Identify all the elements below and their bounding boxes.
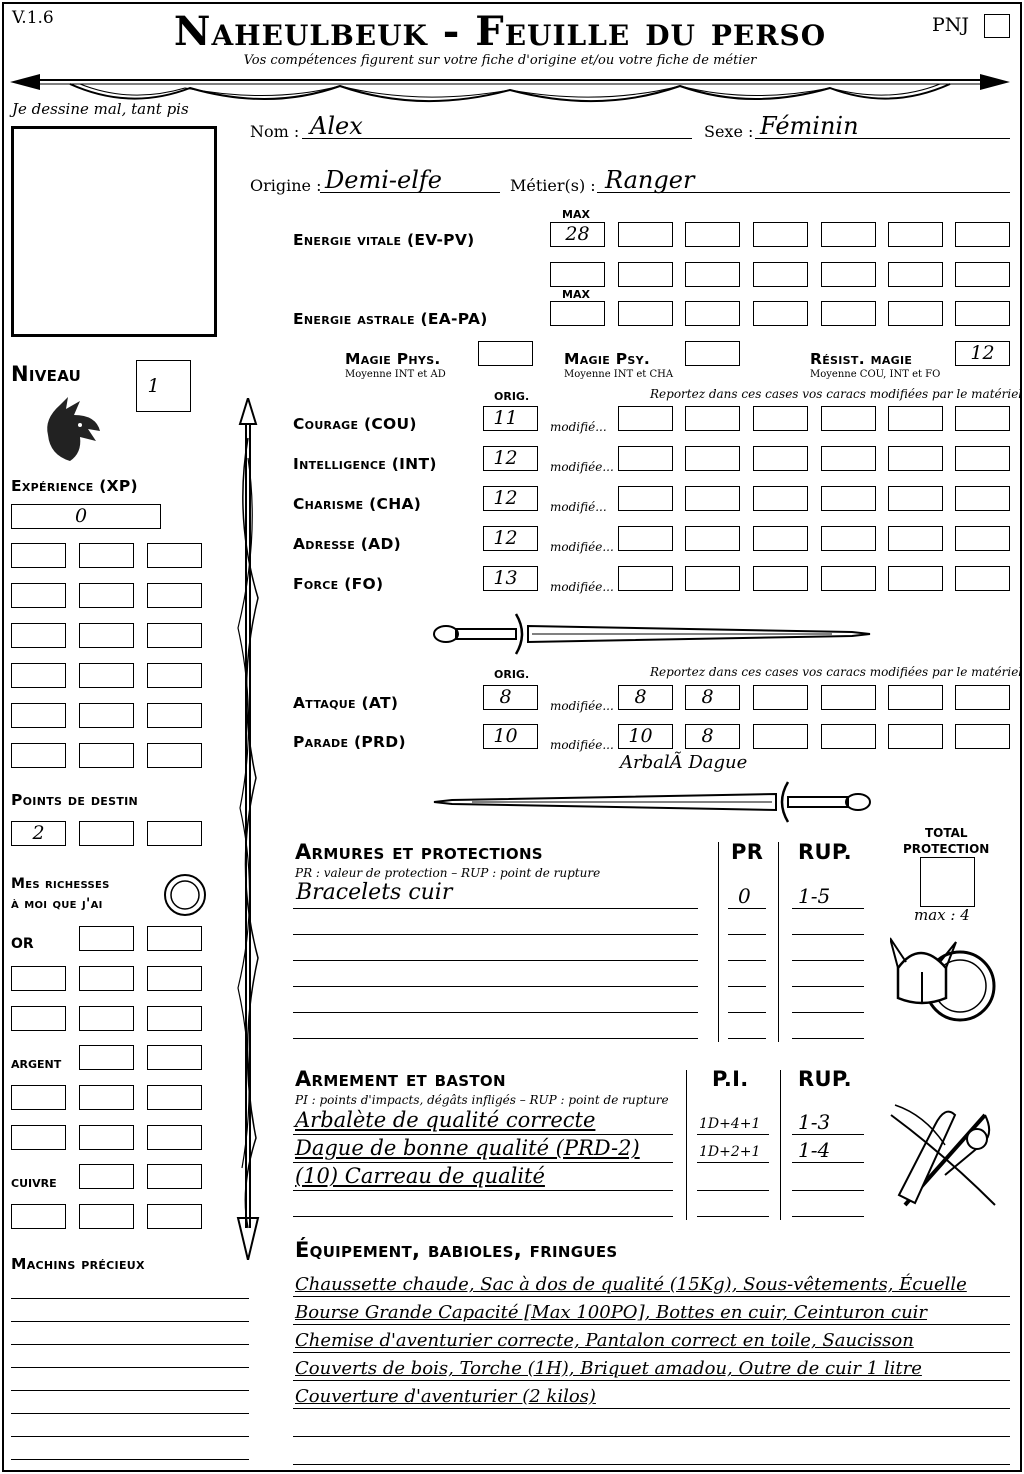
attaque-modif-box[interactable]: [955, 685, 1010, 710]
weapons-icon: [885, 1095, 1009, 1215]
armement-line: [293, 1134, 673, 1135]
equipement-line: Chemise d'aventurier correcte, Pantalon correct en toile, Saucisson: [295, 1330, 914, 1351]
armures-title: Armures et protections: [295, 840, 543, 864]
richesses-label-2: à moi que j'ai: [11, 896, 103, 912]
sword-decoration-top: [432, 612, 872, 656]
combat-orig-label: ORIG.: [494, 668, 530, 681]
equipement-rule: [293, 1296, 1010, 1297]
machins-line: [11, 1390, 249, 1391]
attaque-modif-value-2: 8: [701, 686, 714, 708]
stat-label: Courage (COU): [293, 415, 417, 433]
armure-pr-line: [728, 1038, 766, 1039]
machins-line: [11, 1459, 249, 1460]
magie-phys-label: Magie Phys.: [345, 350, 441, 368]
armement-name: Arbalète de qualité correcte: [295, 1108, 596, 1132]
resist-magie-value: 12: [970, 342, 995, 364]
parade-modif-box[interactable]: [821, 724, 876, 749]
richesses-label-1: Mes richesses: [11, 876, 110, 892]
machins-line: [11, 1436, 249, 1437]
stat-modif-box[interactable]: [888, 486, 943, 511]
stat-label: Charisme (CHA): [293, 495, 422, 513]
magie-phys-sub: Moyenne INT et AD: [345, 369, 446, 380]
pnj-checkbox[interactable]: [984, 14, 1010, 38]
xp-box[interactable]: [147, 663, 202, 688]
stat-orig-value: 12: [493, 487, 518, 509]
magie-psy-sub: Moyenne INT et CHA: [564, 369, 674, 380]
helmet-shield-icon: [890, 928, 1000, 1036]
money-box[interactable]: [79, 1164, 134, 1189]
page-subtitle: Vos compétences figurent sur votre fiche d'origine et/ou votre fiche de métier: [243, 53, 757, 68]
armement-title: Armement et baston: [295, 1067, 506, 1091]
armure-line: [293, 986, 698, 987]
armure-pr-line: [728, 986, 766, 987]
stat-orig-value: 13: [493, 567, 518, 589]
ea-box-6[interactable]: [955, 301, 1010, 326]
armure-line: [293, 934, 698, 935]
origine-value[interactable]: Demi-elfe: [325, 166, 442, 194]
stat-modif-box[interactable]: [821, 446, 876, 471]
xp-box[interactable]: [79, 703, 134, 728]
attaque-modif-box[interactable]: [753, 685, 808, 710]
stat-modif-box[interactable]: [821, 566, 876, 591]
sexe-value[interactable]: Féminin: [760, 112, 859, 140]
armure-rup: 1-5: [798, 884, 831, 908]
armure-pr-line: [728, 960, 766, 961]
parade-modif-box[interactable]: [888, 724, 943, 749]
money-box[interactable]: [147, 1125, 202, 1150]
money-box[interactable]: [147, 1045, 202, 1070]
stat-modif-label: modifiée...: [550, 540, 614, 554]
armement-line: [293, 1162, 673, 1163]
armement-pi-label: P.I.: [712, 1067, 749, 1091]
spear-decoration-vertical: [230, 398, 266, 1260]
equipement-rule: [293, 1436, 1010, 1437]
armure-name: Bracelets cuir: [296, 880, 453, 905]
cuivre-label: CUIVRE: [11, 1177, 57, 1190]
stat-modif-label: modifiée...: [550, 460, 614, 474]
armement-rup-line: [792, 1162, 864, 1163]
ev-box-row2-5[interactable]: [888, 262, 943, 287]
ev-max-value: 28: [565, 223, 590, 245]
stat-label: Force (FO): [293, 575, 384, 593]
xp-box[interactable]: [11, 663, 66, 688]
armement-pi-line: [697, 1190, 769, 1191]
equipement-rule: [293, 1324, 1010, 1325]
stat-orig-value: 12: [493, 527, 518, 549]
total-label-1: TOTAL: [925, 826, 968, 840]
combat-report-note: Reportez dans ces cases vos caracs modifiées par le matériel: [650, 665, 1023, 679]
ev-box-3[interactable]: [753, 222, 808, 247]
armure-pr-line: [728, 908, 766, 909]
stat-modif-box[interactable]: [685, 446, 740, 471]
armure-line: [293, 1038, 698, 1039]
niveau-value: 1: [147, 375, 160, 397]
destin-box-3[interactable]: [147, 821, 202, 846]
destin-value: 2: [32, 822, 45, 844]
stat-modif-box[interactable]: [685, 566, 740, 591]
ev-box-4[interactable]: [821, 222, 876, 247]
attaque-modif-value-1: 8: [634, 686, 647, 708]
money-box[interactable]: [147, 966, 202, 991]
armures-rup-label: RUP.: [798, 840, 852, 864]
metier-underline: [597, 192, 1010, 193]
money-box[interactable]: [147, 1006, 202, 1031]
parade-orig-value: 10: [493, 725, 518, 747]
xp-box[interactable]: [79, 663, 134, 688]
ea-box-4[interactable]: [821, 301, 876, 326]
stat-label: Intelligence (INT): [293, 455, 437, 473]
coin-icon: [162, 872, 208, 918]
attaque-modif-label: modifiée...: [550, 699, 614, 713]
stat-modif-box[interactable]: [618, 486, 673, 511]
sexe-label: Sexe :: [704, 122, 754, 141]
armement-pi-line: [697, 1216, 769, 1217]
armure-line: [293, 908, 698, 909]
parade-modif-value-1: 10: [628, 725, 653, 747]
destin-box-2[interactable]: [79, 821, 134, 846]
xp-box[interactable]: [11, 743, 66, 768]
stat-modif-box[interactable]: [618, 446, 673, 471]
ea-box-3[interactable]: [753, 301, 808, 326]
parade-modif-box[interactable]: [753, 724, 808, 749]
stat-modif-box[interactable]: [753, 406, 808, 431]
pnj-label: PNJ: [932, 14, 970, 36]
total-label-2: PROTECTION: [903, 842, 990, 856]
ea-box-1[interactable]: [618, 301, 673, 326]
stat-modif-box[interactable]: [618, 406, 673, 431]
stat-modif-box[interactable]: [753, 446, 808, 471]
stat-label: Adresse (AD): [293, 535, 402, 553]
armement-pi: 1D+4+1: [699, 1116, 761, 1132]
armure-pr-line: [728, 934, 766, 935]
armement-rup-label: RUP.: [798, 1067, 852, 1091]
ev-box-row2-3[interactable]: [753, 262, 808, 287]
equipement-line: Couverture d'aventurier (2 kilos): [295, 1386, 596, 1407]
total-max-label: max : 4: [914, 906, 970, 924]
armement-line: [293, 1190, 673, 1191]
xp-total-value: 0: [74, 505, 88, 527]
machins-line: [11, 1367, 249, 1368]
xp-box[interactable]: [11, 623, 66, 648]
armement-pi-line: [697, 1162, 769, 1163]
ev-label: Energie vitale (EV-PV): [293, 231, 475, 249]
money-box[interactable]: [79, 1006, 134, 1031]
xp-box[interactable]: [79, 623, 134, 648]
equipement-line: Bourse Grande Capacité [Max 100PO], Bottes en cuir, Ceinturon cuir: [295, 1302, 928, 1323]
armure-rup-line: [792, 986, 864, 987]
stat-modif-box[interactable]: [955, 446, 1010, 471]
stat-modif-box[interactable]: [618, 566, 673, 591]
page-title: Naheulbeuk - Feuille du perso: [173, 8, 827, 55]
armures-note: PR : valeur de protection – RUP : point de rupture: [295, 866, 601, 880]
sexe-underline: [755, 138, 1010, 139]
money-box[interactable]: [79, 926, 134, 951]
magie-phys-box[interactable]: [478, 341, 533, 366]
ea-max-label: MAX: [562, 288, 590, 301]
equipement-title: Équipement, babioles, fringues: [295, 1238, 618, 1262]
parade-label: Parade (PRD): [293, 733, 406, 751]
armement-rup-line: [792, 1190, 864, 1191]
portrait-caption: Je dessine mal, tant pis: [12, 100, 189, 118]
armure-rup-line: [792, 960, 864, 961]
total-protection-box[interactable]: [920, 857, 975, 907]
xp-box[interactable]: [79, 583, 134, 608]
money-box[interactable]: [79, 1125, 134, 1150]
xp-box[interactable]: [147, 703, 202, 728]
ev-box-6[interactable]: [955, 222, 1010, 247]
money-box[interactable]: [147, 1085, 202, 1110]
ev-box-2[interactable]: [685, 222, 740, 247]
argent-label: ARGENT: [11, 1058, 62, 1071]
stat-modif-box[interactable]: [888, 406, 943, 431]
xp-box[interactable]: [79, 743, 134, 768]
machins-label: Machins précieux: [11, 1255, 145, 1273]
armement-rup: 1-4: [798, 1138, 831, 1162]
armure-line: [293, 1012, 698, 1013]
armure-pr-line: [728, 1012, 766, 1013]
equipement-line: Chaussette chaude, Sac à dos de qualité (15Kg), Sous-vêtements, Écuelle: [295, 1274, 967, 1295]
stat-orig-value: 12: [493, 447, 518, 469]
equipement-rule: [293, 1380, 1010, 1381]
stat-modif-box[interactable]: [685, 406, 740, 431]
stat-modif-box[interactable]: [955, 566, 1010, 591]
xp-box[interactable]: [79, 543, 134, 568]
armure-rup-line: [792, 1012, 864, 1013]
ev-extra-box[interactable]: [550, 262, 605, 287]
armement-name: (10) Carreau de qualité: [295, 1164, 545, 1188]
ev-max-label: MAX: [562, 208, 590, 221]
armement-rup-line: [792, 1216, 864, 1217]
stat-modif-box[interactable]: [888, 526, 943, 551]
parade-modif-box[interactable]: [955, 724, 1010, 749]
attaque-label: Attaque (AT): [293, 694, 399, 712]
stat-modif-box[interactable]: [753, 486, 808, 511]
machins-line: [11, 1413, 249, 1414]
version-label: V.1.6: [12, 8, 54, 28]
ev-box-row2-4[interactable]: [821, 262, 876, 287]
stat-modif-box[interactable]: [821, 486, 876, 511]
nom-value[interactable]: Alex: [310, 112, 363, 140]
stat-modif-box[interactable]: [821, 526, 876, 551]
parade-modif-label: modifiée...: [550, 738, 614, 752]
armure-rup-line: [792, 908, 864, 909]
stat-modif-label: modifié...: [550, 420, 607, 434]
armement-pi-line: [697, 1134, 769, 1135]
stat-modif-box[interactable]: [753, 566, 808, 591]
equipement-rule: [293, 1464, 1010, 1465]
niveau-label: Niveau: [11, 362, 82, 386]
armures-pr-label: PR: [731, 840, 764, 864]
xp-label: Expérience (XP): [11, 477, 138, 495]
ea-box-2[interactable]: [685, 301, 740, 326]
money-box[interactable]: [147, 1204, 202, 1229]
ev-box-row2-1[interactable]: [618, 262, 673, 287]
money-box[interactable]: [79, 1204, 134, 1229]
stats-report-note: Reportez dans ces cases vos caracs modifiées par le matériel: [650, 387, 1023, 401]
origine-underline: [320, 192, 500, 193]
nom-underline: [302, 138, 692, 139]
magie-psy-box[interactable]: [685, 341, 740, 366]
money-box[interactable]: [79, 966, 134, 991]
equipement-line: Couverts de bois, Torche (1H), Briquet amadou, Outre de cuir 1 litre: [295, 1358, 922, 1379]
stat-modif-label: modifié...: [550, 500, 607, 514]
stat-modif-box[interactable]: [685, 526, 740, 551]
money-box[interactable]: [11, 1006, 66, 1031]
armement-rup-line: [792, 1134, 864, 1135]
parade-modif-value-2: 8: [701, 725, 714, 747]
ev-box-1[interactable]: [618, 222, 673, 247]
ea-max-box[interactable]: [550, 301, 605, 326]
money-box[interactable]: [147, 926, 202, 951]
stats-orig-label: ORIG.: [494, 390, 530, 403]
or-label: OR: [11, 936, 34, 952]
xp-box[interactable]: [11, 543, 66, 568]
stat-modif-box[interactable]: [888, 566, 943, 591]
machins-line: [11, 1344, 249, 1345]
origine-label: Origine :: [250, 176, 322, 195]
metier-label: Métier(s) :: [510, 176, 596, 195]
attaque-modif-box[interactable]: [888, 685, 943, 710]
machins-line: [11, 1321, 249, 1322]
stat-modif-box[interactable]: [685, 486, 740, 511]
ea-box-5[interactable]: [888, 301, 943, 326]
stat-orig-value: 11: [493, 407, 518, 429]
armures-divider-1: [718, 842, 719, 1042]
armure-rup-line: [792, 934, 864, 935]
equipement-rule: [293, 1352, 1010, 1353]
stat-modif-box[interactable]: [888, 446, 943, 471]
money-box[interactable]: [79, 1045, 134, 1070]
armement-divider-2: [780, 1070, 781, 1220]
stat-modif-box[interactable]: [753, 526, 808, 551]
xp-box[interactable]: [147, 543, 202, 568]
machins-line: [11, 1298, 249, 1299]
armement-name: Dague de bonne qualité (PRD-2): [295, 1136, 640, 1160]
ev-box-row2-6[interactable]: [955, 262, 1010, 287]
resist-magie-label: Résist. magie: [810, 350, 913, 368]
stat-modif-box[interactable]: [955, 486, 1010, 511]
weapons-note: ArbalÃ Dague: [620, 752, 748, 773]
money-box[interactable]: [11, 1204, 66, 1229]
armure-rup-line: [792, 1038, 864, 1039]
money-box[interactable]: [79, 1085, 134, 1110]
armure-pr: 0: [738, 884, 751, 908]
ev-box-5[interactable]: [888, 222, 943, 247]
magie-psy-label: Magie Psy.: [564, 350, 651, 368]
armures-divider-2: [778, 842, 779, 1042]
armement-note: PI : points d'impacts, dégâts infligés – RUP : point de rupture: [295, 1093, 669, 1107]
attaque-orig-value: 8: [499, 686, 512, 708]
attaque-modif-box[interactable]: [821, 685, 876, 710]
money-box[interactable]: [11, 966, 66, 991]
money-box[interactable]: [147, 1164, 202, 1189]
xp-box[interactable]: [147, 623, 202, 648]
dragon-icon: [40, 395, 106, 465]
armement-divider-1: [686, 1070, 687, 1220]
xp-box[interactable]: [11, 583, 66, 608]
stat-modif-box[interactable]: [955, 406, 1010, 431]
stat-modif-box[interactable]: [821, 406, 876, 431]
equipement-rule: [293, 1408, 1010, 1409]
armement-pi: 1D+2+1: [699, 1144, 761, 1160]
armement-rup: 1-3: [798, 1110, 831, 1134]
stat-modif-box[interactable]: [618, 526, 673, 551]
stat-modif-label: modifiée...: [550, 580, 614, 594]
money-box[interactable]: [11, 1125, 66, 1150]
portrait-box[interactable]: [11, 126, 217, 337]
nom-label: Nom :: [250, 122, 300, 141]
resist-magie-sub: Moyenne COU, INT et FO: [810, 369, 941, 380]
armement-line: [293, 1216, 673, 1217]
sword-decoration-bottom: [432, 780, 872, 824]
ea-label: Energie astrale (EA-PA): [293, 310, 488, 328]
destin-label: Points de destin: [11, 791, 139, 809]
xp-box[interactable]: [147, 583, 202, 608]
ev-box-row2-2[interactable]: [685, 262, 740, 287]
metier-value[interactable]: Ranger: [605, 166, 695, 194]
armure-line: [293, 960, 698, 961]
money-box[interactable]: [11, 1085, 66, 1110]
stat-modif-box[interactable]: [955, 526, 1010, 551]
xp-box[interactable]: [11, 703, 66, 728]
xp-box[interactable]: [147, 743, 202, 768]
